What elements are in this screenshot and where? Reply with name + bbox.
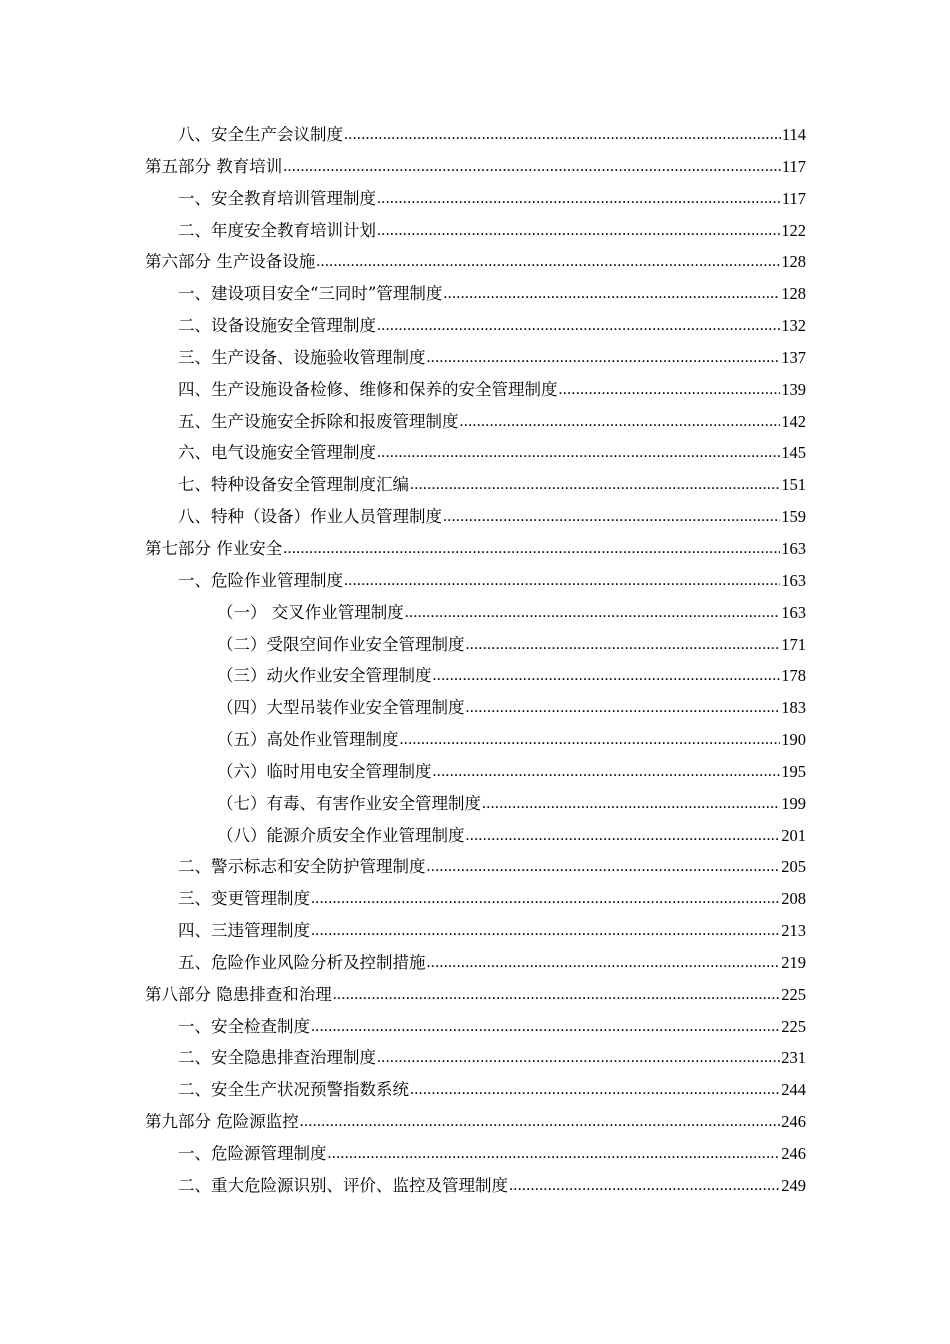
dot-leader xyxy=(427,946,781,979)
toc-entry[interactable] xyxy=(145,724,806,756)
toc-entry-page-number: 178 xyxy=(781,666,806,686)
toc-entry-title: （八）能源介质安全作业管理制度 xyxy=(217,825,465,845)
dot-leader xyxy=(410,468,780,501)
dot-leader xyxy=(509,1169,780,1202)
toc-entry[interactable] xyxy=(145,246,806,278)
toc-entry-page-number: 208 xyxy=(781,889,806,909)
dot-leader xyxy=(427,850,781,883)
toc-entry-page-number: 151 xyxy=(781,475,806,495)
toc-entry-title: （六）临时用电安全管理制度 xyxy=(217,761,432,781)
toc-entry[interactable] xyxy=(145,820,806,852)
toc-entry[interactable] xyxy=(145,1170,806,1202)
toc-entry[interactable] xyxy=(145,469,806,501)
dot-leader xyxy=(460,405,781,438)
toc-entry-title: 四、生产设施设备检修、维修和保养的安全管理制度 xyxy=(178,379,558,399)
toc-entry-page-number: 163 xyxy=(781,602,806,622)
toc-entry-title: 二、安全隐患排查治理制度 xyxy=(178,1048,376,1068)
toc-entry-title: 第九部分 危险源监控 xyxy=(145,1112,299,1132)
toc-entry[interactable] xyxy=(145,406,806,438)
dot-leader xyxy=(466,691,781,724)
toc-entry-page-number: 249 xyxy=(781,1175,806,1195)
toc-entry-page-number: 225 xyxy=(781,984,806,1004)
toc-entry[interactable] xyxy=(145,660,806,692)
toc-entry[interactable] xyxy=(145,947,806,979)
toc-entry-page-number: 128 xyxy=(781,284,806,304)
table-of-contents xyxy=(145,119,806,1202)
toc-entry-page-number: 117 xyxy=(781,188,806,208)
toc-entry[interactable] xyxy=(145,883,806,915)
toc-entry[interactable] xyxy=(145,1138,806,1170)
toc-entry-title: （七）有毒、有害作业安全管理制度 xyxy=(217,793,481,813)
toc-entry-title: 第八部分 隐患排查和治理 xyxy=(145,984,332,1004)
toc-entry-page-number: 122 xyxy=(781,220,806,240)
toc-entry-page-number: 225 xyxy=(781,1016,806,1036)
toc-entry-page-number: 244 xyxy=(781,1080,806,1100)
toc-entry-title: 七、特种设备安全管理制度汇编 xyxy=(178,475,409,495)
dot-leader xyxy=(405,596,781,629)
toc-entry[interactable] xyxy=(145,915,806,947)
toc-entry-title: （五）高处作业管理制度 xyxy=(217,730,399,750)
toc-entry-title: 二、重大危险源识别、评价、监控及管理制度 xyxy=(178,1175,508,1195)
toc-entry-title: 第五部分 教育培训 xyxy=(145,156,283,176)
toc-entry-title: （二）受限空间作业安全管理制度 xyxy=(217,634,465,654)
toc-entry-page-number: 163 xyxy=(781,570,806,590)
dot-leader xyxy=(344,118,781,151)
toc-entry-title: 二、安全生产状况预警指数系统 xyxy=(178,1080,409,1100)
toc-entry-page-number: 219 xyxy=(781,952,806,972)
toc-entry-title: 八、安全生产会议制度 xyxy=(178,125,343,144)
toc-entry-title: 五、生产设施安全拆除和报废管理制度 xyxy=(178,411,459,431)
toc-entry[interactable] xyxy=(145,597,806,629)
toc-entry[interactable] xyxy=(145,374,806,406)
dot-leader xyxy=(300,1105,781,1138)
toc-entry-title: 第七部分 作业安全 xyxy=(145,538,283,558)
toc-entry[interactable] xyxy=(145,1011,806,1043)
dot-leader xyxy=(283,532,780,565)
toc-entry-page-number: 231 xyxy=(781,1048,806,1068)
dot-leader xyxy=(377,182,781,215)
toc-entry[interactable] xyxy=(145,756,806,788)
toc-entry[interactable] xyxy=(145,119,806,151)
toc-entry[interactable] xyxy=(145,183,806,215)
toc-entry-title: 六、电气设施安全管理制度 xyxy=(178,443,376,463)
toc-entry-page-number: 114 xyxy=(781,125,806,144)
toc-entry-title: （一） 交叉作业管理制度 xyxy=(217,602,404,622)
dot-leader xyxy=(443,277,780,310)
toc-entry-title: 第六部分 生产设备设施 xyxy=(145,252,316,272)
toc-entry-page-number: 132 xyxy=(781,316,806,336)
toc-entry-title: 一、安全检查制度 xyxy=(178,1016,310,1036)
toc-entry-page-number: 128 xyxy=(781,252,806,272)
toc-entry-page-number: 190 xyxy=(781,730,806,750)
toc-entry-title: 三、生产设备、设施验收管理制度 xyxy=(178,347,426,367)
toc-entry-page-number: 163 xyxy=(781,538,806,558)
toc-entry-page-number: 201 xyxy=(781,825,806,845)
toc-entry[interactable] xyxy=(145,851,806,883)
toc-entry[interactable] xyxy=(145,565,806,597)
toc-entry[interactable] xyxy=(145,1042,806,1074)
dot-leader xyxy=(377,309,780,342)
toc-entry-page-number: 205 xyxy=(781,857,806,877)
dot-leader xyxy=(328,1137,781,1170)
toc-entry-page-number: 159 xyxy=(781,507,806,527)
toc-entry-page-number: 183 xyxy=(781,698,806,718)
toc-entry[interactable] xyxy=(145,278,806,310)
dot-leader xyxy=(443,500,780,533)
toc-entry-title: （三）动火作业安全管理制度 xyxy=(217,666,432,686)
toc-entry-page-number: 213 xyxy=(781,921,806,941)
toc-entry[interactable] xyxy=(145,501,806,533)
dot-leader xyxy=(466,628,781,661)
dot-leader xyxy=(559,373,781,406)
toc-entry[interactable] xyxy=(145,151,806,183)
toc-entry-page-number: 199 xyxy=(781,793,806,813)
toc-entry-title: 五、危险作业风险分析及控制措施 xyxy=(178,952,426,972)
toc-entry-page-number: 117 xyxy=(781,156,806,176)
toc-entry-title: （四）大型吊装作业安全管理制度 xyxy=(217,698,465,718)
dot-leader xyxy=(316,245,780,278)
dot-leader xyxy=(400,723,781,756)
toc-entry[interactable] xyxy=(145,1106,806,1138)
dot-leader xyxy=(377,1041,780,1074)
toc-entry-title: 一、危险源管理制度 xyxy=(178,1144,327,1163)
dot-leader xyxy=(410,1073,780,1106)
toc-entry-title: 二、年度安全教育培训计划 xyxy=(178,220,376,240)
dot-leader xyxy=(433,755,781,788)
toc-entry-title: 一、建设项目安全“三同时”管理制度 xyxy=(178,284,443,304)
dot-leader xyxy=(427,341,781,374)
dot-leader xyxy=(283,150,781,183)
dot-leader xyxy=(377,214,780,247)
dot-leader xyxy=(433,659,781,692)
dot-leader xyxy=(466,819,781,852)
dot-leader xyxy=(344,564,780,597)
toc-entry[interactable] xyxy=(145,533,806,565)
toc-entry-page-number: 195 xyxy=(781,761,806,781)
toc-entry-page-number: 246 xyxy=(781,1144,806,1163)
dot-leader xyxy=(311,1010,780,1043)
toc-entry[interactable] xyxy=(145,310,806,342)
toc-entry-page-number: 171 xyxy=(781,634,806,654)
toc-entry[interactable] xyxy=(145,437,806,469)
dot-leader xyxy=(377,436,780,469)
toc-entry[interactable] xyxy=(145,788,806,820)
toc-entry-page-number: 139 xyxy=(781,379,806,399)
toc-entry-title: 八、特种（设备）作业人员管理制度 xyxy=(178,507,442,527)
toc-entry-page-number: 246 xyxy=(781,1112,806,1132)
toc-entry-title: 二、设备设施安全管理制度 xyxy=(178,316,376,336)
toc-entry-title: 三、变更管理制度 xyxy=(178,889,310,909)
toc-entry-title: 二、警示标志和安全防护管理制度 xyxy=(178,857,426,877)
toc-entry[interactable] xyxy=(145,342,806,374)
toc-entry[interactable] xyxy=(145,215,806,247)
toc-entry-title: 一、危险作业管理制度 xyxy=(178,570,343,590)
toc-entry[interactable] xyxy=(145,979,806,1011)
toc-entry[interactable] xyxy=(145,1074,806,1106)
toc-entry-page-number: 145 xyxy=(781,443,806,463)
toc-entry-title: 四、三违管理制度 xyxy=(178,921,310,941)
toc-entry-title: 一、安全教育培训管理制度 xyxy=(178,188,376,208)
dot-leader xyxy=(333,978,781,1011)
toc-entry[interactable] xyxy=(145,629,806,661)
toc-entry[interactable] xyxy=(145,692,806,724)
dot-leader xyxy=(311,882,780,915)
toc-entry-page-number: 137 xyxy=(781,347,806,367)
dot-leader xyxy=(311,914,780,947)
dot-leader xyxy=(482,787,780,820)
toc-entry-page-number: 142 xyxy=(781,411,806,431)
